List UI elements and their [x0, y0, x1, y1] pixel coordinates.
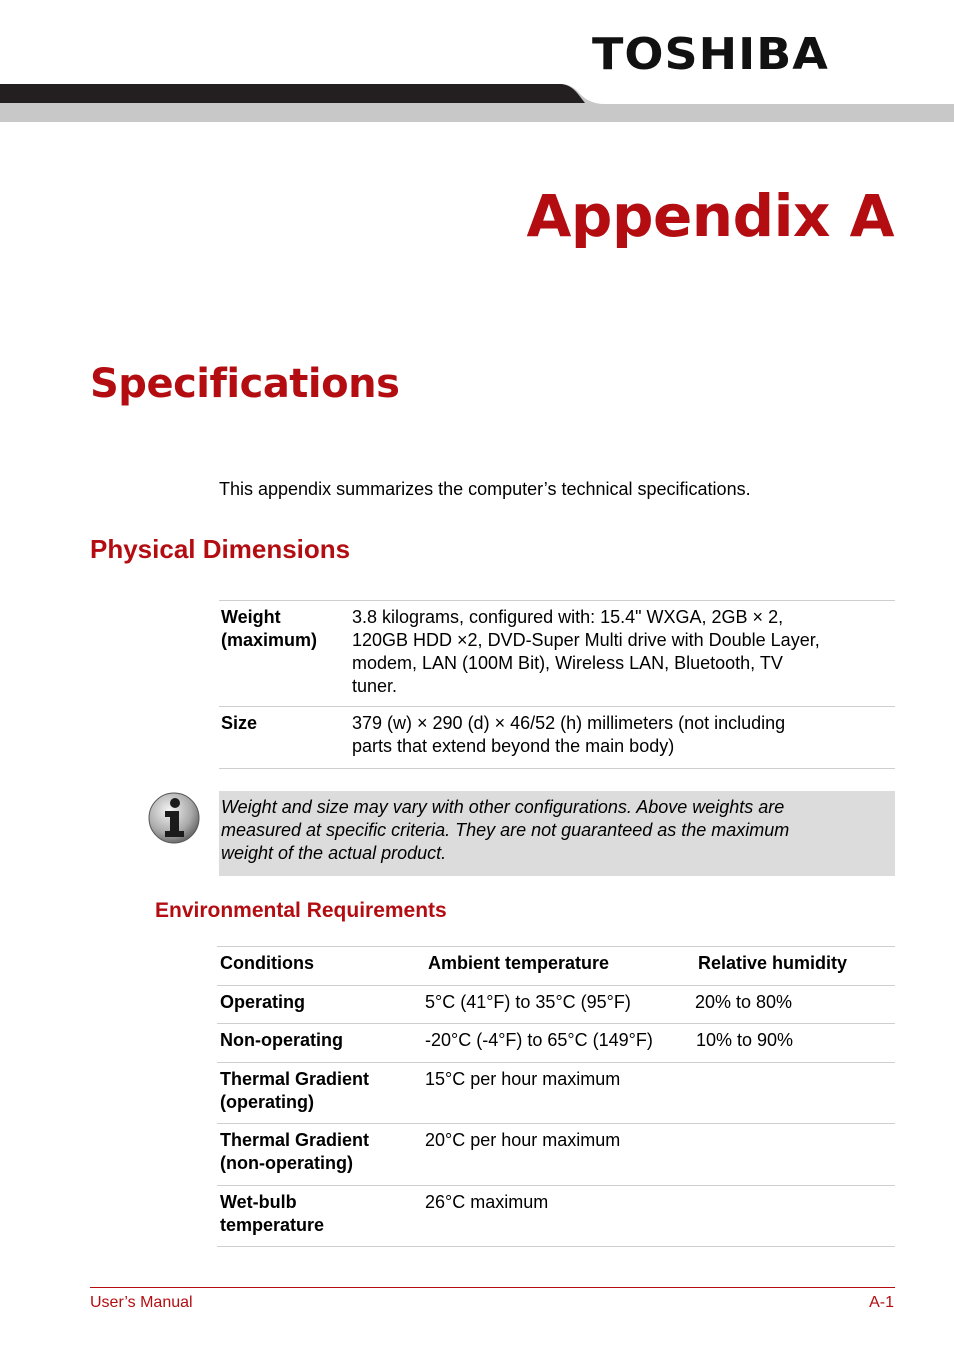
- table-rule: [217, 985, 895, 986]
- temperature-cell: 26°C maximum: [425, 1192, 549, 1212]
- table-rule: [217, 1023, 895, 1024]
- table-rule: [217, 1246, 895, 1247]
- toshiba-logo: TOSHIBA: [592, 28, 829, 80]
- page-title: Appendix A: [526, 182, 894, 250]
- note-text: [221, 796, 881, 865]
- condition-cell: Thermal Gradient: [220, 1069, 370, 1089]
- row-label: Weight: [221, 607, 281, 627]
- row-value: 120GB HDD ×2, DVD-Super Multi drive with Double Layer,: [352, 630, 820, 650]
- section-title: Specifications: [90, 361, 400, 407]
- table-rule: [217, 1123, 895, 1124]
- table-rule: [217, 946, 895, 947]
- row-value: 379 (w) × 290 (d) × 46/52 (h) millimeters (not including: [352, 713, 786, 733]
- column-header: Relative humidity: [698, 953, 848, 973]
- header-bar: [0, 84, 954, 124]
- table-rule: [219, 600, 895, 601]
- humidity-cell: 10% to 90%: [696, 1030, 794, 1050]
- note-line: weight of the actual product.: [221, 843, 447, 863]
- footer-manual-label: User’s Manual: [90, 1294, 193, 1311]
- condition-cell: temperature: [220, 1215, 325, 1235]
- row-value: parts that extend beyond the main body): [352, 736, 675, 756]
- humidity-cell: 20% to 80%: [695, 992, 793, 1012]
- note-line: Weight and size may vary with other configurations. Above weights are: [221, 797, 785, 817]
- row-value: 3.8 kilograms, configured with: 15.4" WXGA, 2GB × 2,: [352, 607, 784, 627]
- column-header: Ambient temperature: [428, 953, 610, 973]
- temperature-cell: 20°C per hour maximum: [425, 1130, 621, 1150]
- footer-rule: [90, 1287, 895, 1288]
- table-rule: [219, 706, 895, 707]
- environmental-requirements-heading: Environmental Requirements: [155, 899, 447, 922]
- intro-text: This appendix summarizes the computer’s technical specifications.: [219, 479, 751, 499]
- condition-cell: (non-operating): [220, 1153, 353, 1173]
- temperature-cell: 5°C (41°F) to 35°C (95°F): [425, 992, 631, 1012]
- row-label: (maximum): [221, 630, 318, 650]
- table-rule: [217, 1062, 895, 1063]
- condition-cell: Wet-bulb: [220, 1192, 297, 1212]
- info-icon: [147, 791, 201, 845]
- condition-cell: Non-operating: [220, 1030, 343, 1050]
- column-header: Conditions: [220, 953, 314, 973]
- table-rule: [217, 1185, 895, 1186]
- condition-cell: (operating): [220, 1092, 314, 1112]
- condition-cell: Thermal Gradient: [220, 1130, 370, 1150]
- row-label: Size: [221, 713, 258, 733]
- temperature-cell: 15°C per hour maximum: [425, 1069, 621, 1089]
- note-line: measured at specific criteria. They are not guaranteed as the maximum: [221, 820, 790, 840]
- temperature-cell: -20°C (-4°F) to 65°C (149°F): [425, 1030, 653, 1050]
- condition-cell: Operating: [220, 992, 306, 1012]
- row-value: tuner.: [352, 676, 398, 696]
- page-number: A-1: [869, 1294, 894, 1311]
- physical-dimensions-heading: Physical Dimensions: [90, 534, 351, 564]
- row-value: modem, LAN (100M Bit), Wireless LAN, Bluetooth, TV: [352, 653, 783, 673]
- table-rule: [219, 768, 895, 769]
